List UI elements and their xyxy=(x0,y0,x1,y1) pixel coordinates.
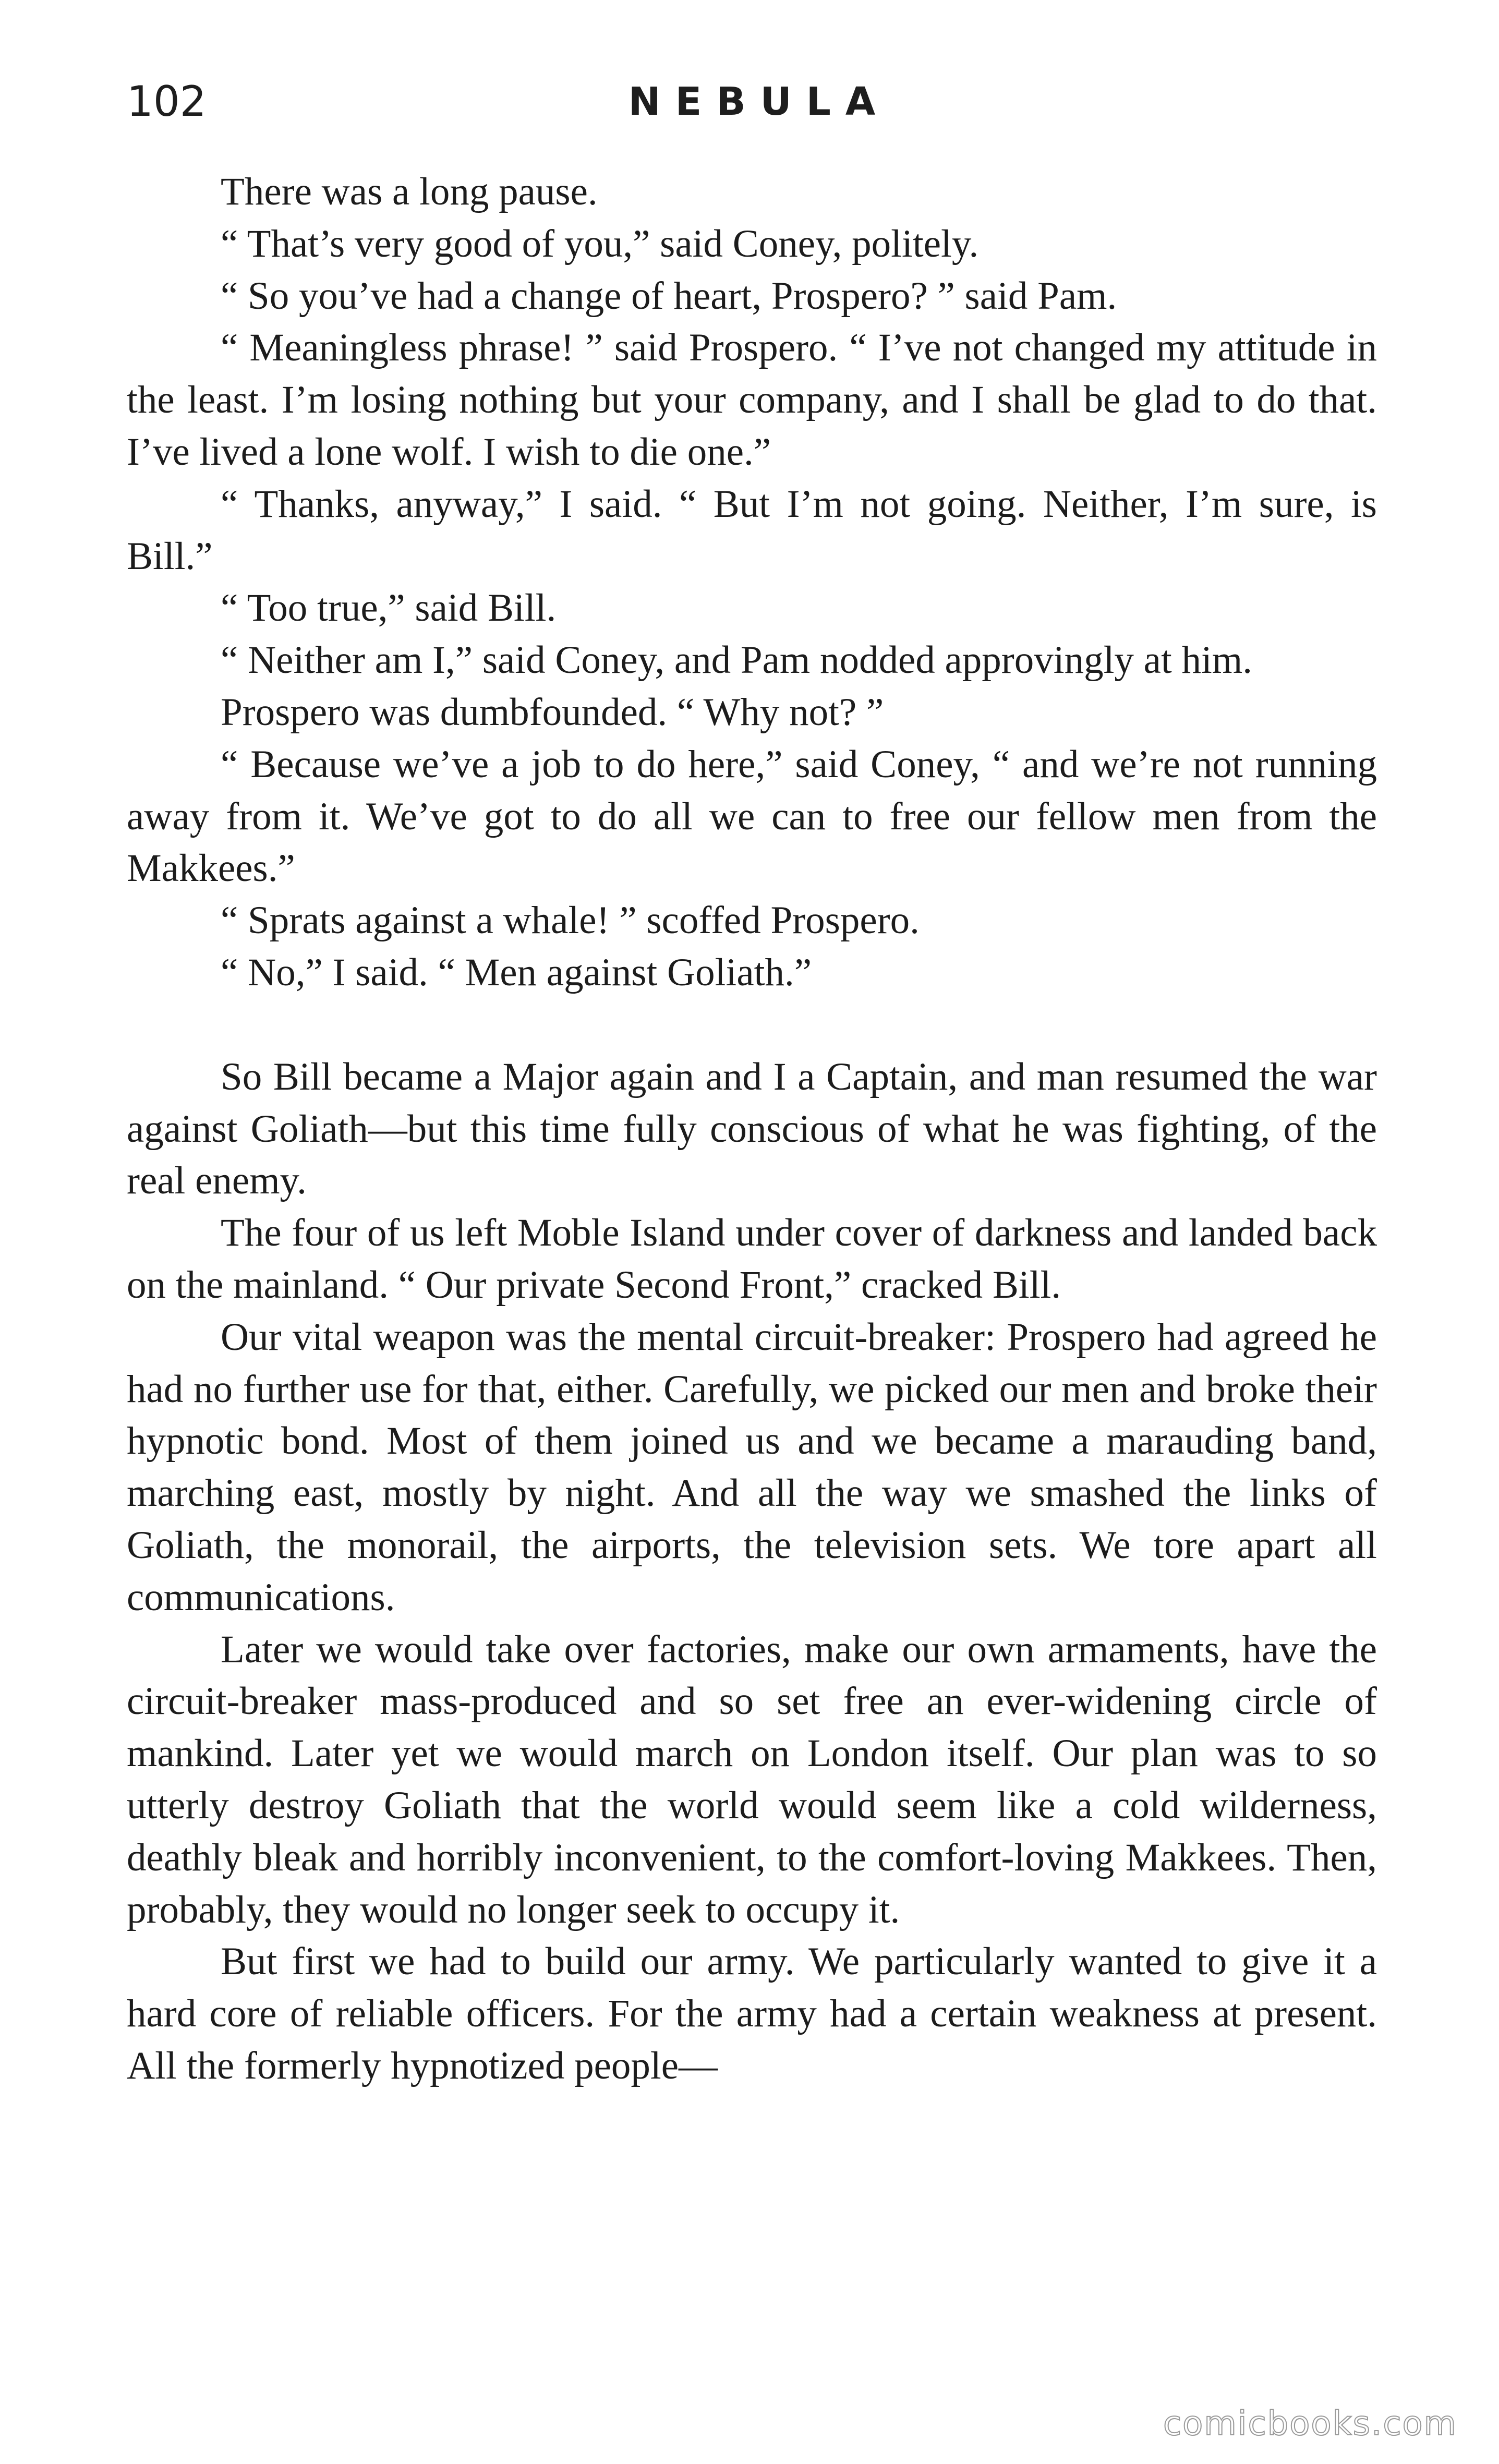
page-header xyxy=(127,73,1377,130)
paragraph: But first we had to build our army. We particularly wanted to give it a hard core of reliable officers. For the army had a certain weakness at present. All the formerly hypnotized people— xyxy=(127,1940,1377,2087)
page-number: 102 xyxy=(127,77,207,126)
running-title: NEBULA xyxy=(628,79,890,124)
paragraph: “ No,” I said. “ Men against Goliath.” xyxy=(221,950,812,994)
paragraph: “ Too true,” said Bill. xyxy=(221,586,557,630)
paragraph: There was a long pause. xyxy=(221,170,598,213)
paragraph: Prospero was dumbfounded. “ Why not? ” xyxy=(221,690,884,734)
body-text xyxy=(127,166,1377,2092)
paragraph: “ Neither am I,” said Coney, and Pam nodded approvingly at him. xyxy=(221,638,1252,682)
paragraph: “ Thanks, anyway,” I said. “ But I’m not going. Neither, I’m sure, is Bill.” xyxy=(127,482,1377,578)
paragraph: So Bill became a Major again and I a Captain, and man resumed the war against Goliath—but this time fully conscious of what he was fighting, of the real enemy. xyxy=(127,1055,1377,1203)
watermark: comicbooks.com xyxy=(1163,2405,1457,2443)
paragraph: “ Because we’ve a job to do here,” said Coney, “ and we’re not running away from it. We’ve got to do all we can to free our fellow men from the Makkees.” xyxy=(127,742,1377,890)
paragraph: “ Sprats against a whale! ” scoffed Prospero. xyxy=(221,899,920,943)
paragraph: “ That’s very good of you,” said Coney, politely. xyxy=(221,222,979,265)
paragraph: The four of us left Moble Island under cover of darkness and landed back on the mainland. “ Our private Second Front,” cracked Bill. xyxy=(127,1211,1377,1307)
paragraph: “ So you’ve had a change of heart, Prospero? ” said Pam. xyxy=(221,274,1117,318)
paragraph: Later we would take over factories, make our own armaments, have the circuit-breaker mass-produced and so set free an ever-widening circle of mankind. Later yet we would march on London itself. Our plan was to so utterly destroy Goliath that the world would seem like a cold wilderness, deathly bleak and horribly inconvenient, to the comfort-loving Makkees. Then, probably, they would no longer seek to occupy it. xyxy=(127,1627,1377,1931)
paragraph: Our vital weapon was the mental circuit-breaker: Prospero had agreed he had no further use for that, either. Carefully, we picked our men and broke their hypnotic bond. Most of them joined us and we became a marauding band, marching east, mostly by night. And all the way we smashed the links of Goliath, the monorail, the airports, the television sets. We tore apart all communications. xyxy=(127,1315,1377,1619)
section-break xyxy=(127,999,1377,1051)
paragraph: “ Meaningless phrase! ” said Prospero. “ I’ve not changed my attitude in the least. I’m losing nothing but your company, and I shall be glad to do that. I’ve lived a lone wolf. I wish to die one.” xyxy=(127,326,1377,474)
